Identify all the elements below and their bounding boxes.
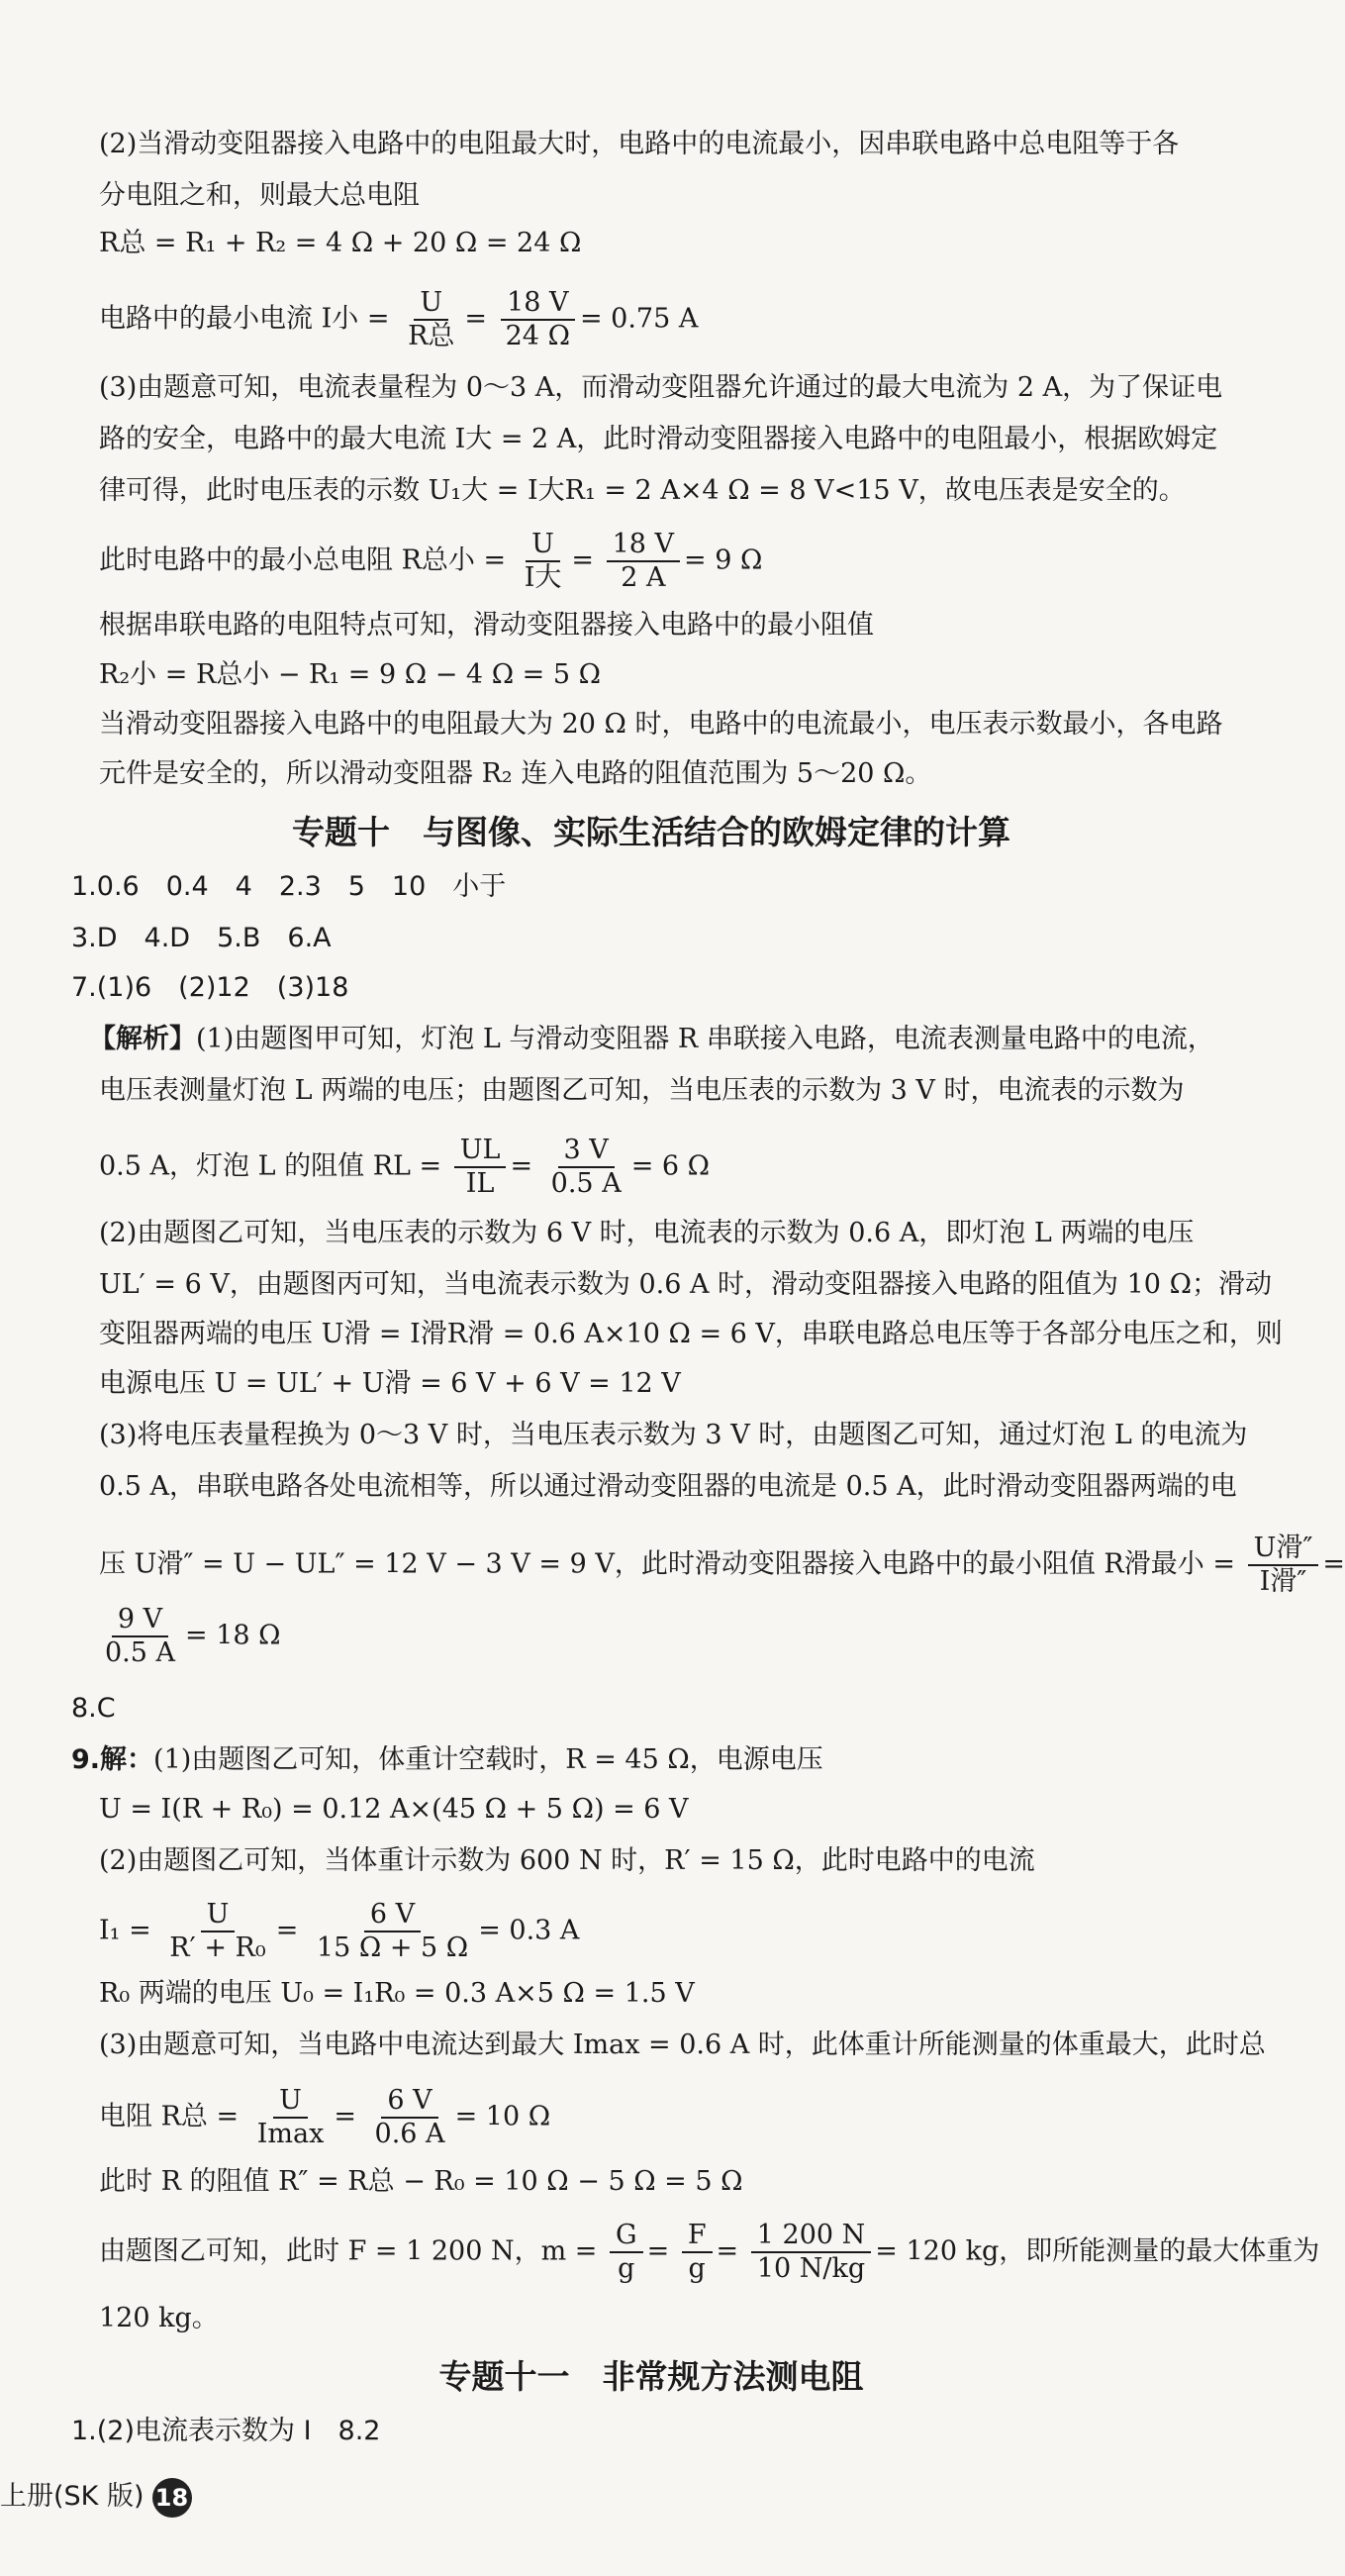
answer-line: 7.(1)6 (2)12 (3)18: [71, 972, 349, 1003]
fraction: $\frac{6 V}{15 \Omega + 5 \Omega}$: [316, 1899, 469, 1963]
text-line: (3)由题意可知，电流表量程为 0～3 A，而滑动变阻器允许通过的最大电流为 2 A，为了保证电: [99, 372, 1223, 403]
text-line: 根据串联电路的电阻特点可知，滑动变阻器接入电路中的最小阻值: [99, 610, 874, 641]
text-line: (2)当滑动变阻器接入电路中的电阻最大时，电路中的电流最小，因串联电路中总电阻等于各: [99, 129, 1180, 159]
fraction: U I大: [524, 529, 562, 593]
fraction: $\frac{6 V}{0.6 A}$: [374, 2085, 445, 2149]
text-line: 9.解：(1)由题图乙可知，体重计空载时，R = 45 Ω，电源电压: [71, 1744, 823, 1775]
text-line: (2)由题图乙可知，当电压表的示数为 6 V 时，电流表的示数为 0.6 A，即灯泡 L 两端的电压: [99, 1218, 1195, 1248]
fraction: U R总: [408, 287, 455, 351]
answer-line: 1.0.6 0.4 4 2.3 5 10 小于: [71, 871, 507, 902]
fraction: U滑″ I滑″: [1248, 1533, 1319, 1598]
text-line: 元件是安全的，所以滑动变阻器 R₂ 连入电路的阻值范围为 5～20 Ω。: [99, 758, 932, 789]
text-line: 分电阻之和，则最大总电阻: [99, 180, 420, 211]
fraction: $\frac{F}{g}$: [682, 2220, 713, 2285]
equation: 0.5 A，灯泡 L 的阻值 RL = $\frac{UL}{IL}$ = $\frac{3 V}{0.5 A}$ = 6 Ω: [99, 1135, 711, 1199]
fraction: $\frac{1 200 N}{10 N/kg}$: [751, 2220, 872, 2285]
answer-line: 3.D 4.D 5.B 6.A: [71, 923, 332, 953]
text-line: 律可得，此时电压表的示数 U₁大 = I大R₁ = 2 A×4 Ω = 8 V<15 V，故电压表是安全的。: [99, 475, 1186, 506]
text-line: 变阻器两端的电压 U滑 = I滑R滑 = 0.6 A×10 Ω = 6 V，串联电路总电压等于各部分电压之和，则: [99, 1319, 1283, 1349]
section-heading: 专题十 与图像、实际生活结合的欧姆定律的计算: [292, 813, 1010, 851]
equation: 压 U滑″ = U − UL″ = 12 V − 3 V = 9 V，此时滑动变阻器接入电路中的最小阻值 R滑最小 = U滑″ I滑″ =: [99, 1533, 1345, 1597]
text-line: 【解析】(1)由题图甲可知，灯泡 L 与滑动变阻器 R 串联接入电路，电流表测量电路中的电流，: [89, 1024, 1214, 1054]
fraction: $\frac{3 V}{0.5 A}$: [550, 1135, 622, 1199]
fraction: $\frac{UL}{IL}$: [454, 1135, 507, 1200]
equation: 电路中的最小电流 I小 = U R总 = $\frac{18 V}{24 \Omega}$ = 0.75 A: [99, 287, 699, 351]
text-line: (3)由题意可知，当电路中电流达到最大 Imax = 0.6 A 时，此体重计所能测量的体重最大，此时总: [99, 2030, 1266, 2060]
text-line: 当滑动变阻器接入电路中的电阻最大为 20 Ω 时，电路中的电流最小，电压表示数最小，各电路: [99, 709, 1223, 740]
equation: 此时 R 的阻值 R″ = R总 − R₀ = 10 Ω − 5 Ω = 5 Ω: [99, 2166, 743, 2197]
text-line: (3)将电压表量程换为 0～3 V 时，当电压表示数为 3 V 时，由题图乙可知，通过灯泡 L 的电流为: [99, 1420, 1248, 1450]
solution-tag: 9.解：: [71, 1744, 154, 1775]
footer: [0, 2475, 192, 2519]
fraction: $\frac{18 V}{2 A}$: [607, 529, 680, 594]
equation: 由题图乙可知，此时 F = 1 200 N，m = $\frac{G}{g}$ = $\frac{F}{g}$ = $\frac{1 200 N}{10 N/kg}$ = 120 kg，即所能测量的最大体重为: [99, 2220, 1320, 2284]
equation: R总 = R₁ + R₂ = 4 Ω + 20 Ω = 24 Ω: [99, 228, 582, 258]
equation: 电源电压 U = UL′ + U滑 = 6 V + 6 V = 12 V: [99, 1368, 681, 1399]
text-line: (2)由题图乙可知，当体重计示数为 600 N 时，R′ = 15 Ω，此时电路中的电流: [99, 1845, 1035, 1876]
page-number: 18: [152, 2478, 192, 2518]
equation: I₁ = $\frac{U}{\text{R′ + R₀}}$ = $\frac{6 V}{15 \Omega + 5 \Omega}$ = 0.3 A: [99, 1899, 580, 1963]
equation: 此时电路中的最小总电阻 R总小 = U I大 = $\frac{18 V}{2 A}$ = 9 Ω: [99, 529, 763, 593]
text-line: 路的安全，电路中的最大电流 I大 = 2 A，此时滑动变阻器接入电路中的电阻最小，根据欧姆定: [99, 424, 1218, 454]
answer-line: 8.C: [71, 1693, 116, 1724]
text-line: 0.5 A，串联电路各处电流相等，所以通过滑动变阻器的电流是 0.5 A，此时滑动变阻器两端的电: [99, 1471, 1237, 1502]
text-line: 电压表测量灯泡 L 两端的电压；由题图乙可知，当电压表的示数为 3 V 时，电流表的示数为: [99, 1075, 1185, 1106]
text-line: 120 kg。: [99, 2303, 219, 2333]
equation: R₀ 两端的电压 U₀ = I₁R₀ = 0.3 A×5 Ω = 1.5 V: [99, 1978, 695, 2009]
fraction: $\frac{G}{g}$: [610, 2220, 643, 2285]
analysis-tag: 【解析】: [89, 1024, 196, 1054]
equation: 电阻 R总 = U Imax = $\frac{6 V}{0.6 A}$ = 10 Ω: [99, 2085, 551, 2149]
equation: $\frac{9 V}{0.5 A}$ = 18 Ω: [99, 1604, 1247, 1669]
book-label: 上册(SK 版): [0, 2481, 144, 2512]
fraction: $\frac{U}{\text{R′ + R₀}}$: [169, 1899, 266, 1963]
text-line: UL′ = 6 V，由题图丙可知，当电流表示数为 0.6 A 时，滑动变阻器接入电路的阻值为 10 Ω；滑动: [99, 1269, 1272, 1300]
fraction: $\frac{18 V}{24 \Omega}$: [500, 287, 576, 352]
equation: R₂小 = R总小 − R₁ = 9 Ω − 4 Ω = 5 Ω: [99, 659, 602, 690]
fraction: U Imax: [256, 2085, 325, 2149]
fraction: $\frac{9 V}{0.5 A}$: [105, 1604, 176, 1668]
answer-line: 1.(2)电流表示数为 I 8.2: [71, 2416, 381, 2446]
section-heading: 专题十一 非常规方法测电阻: [438, 2357, 864, 2396]
equation: U = I(R + R₀) = 0.12 A×(45 Ω + 5 Ω) = 6 V: [99, 1794, 689, 1825]
